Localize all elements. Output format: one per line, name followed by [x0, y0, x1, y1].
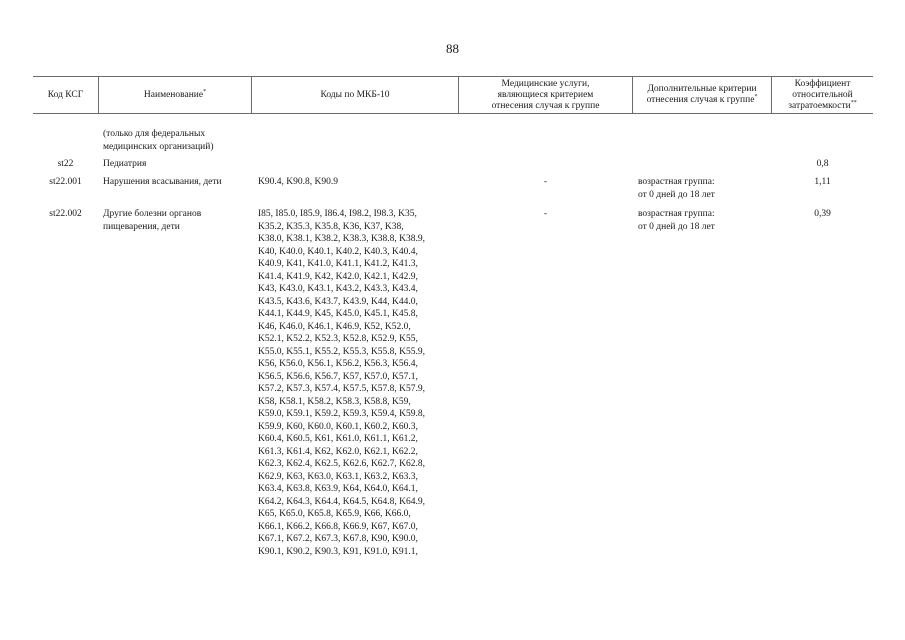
row-criteria: возрастная группа: от 0 дней до 18 лет	[638, 209, 715, 232]
header-name-label: Наименование	[143, 89, 204, 100]
row-criteria: возрастная группа: от 0 дней до 18 лет	[638, 177, 715, 200]
row-name: Другие болезни органов пищеварения, дети	[103, 209, 202, 232]
row-services: -	[543, 209, 548, 219]
header-criteria-footnote-mark: *	[754, 93, 758, 100]
header-code	[33, 77, 98, 113]
table-header-bottom-rule	[33, 113, 873, 114]
row-code: st22	[57, 159, 74, 169]
row-coef: 0,8	[816, 159, 829, 169]
row-name: Педиатрия	[103, 159, 147, 169]
row-services: -	[543, 177, 548, 187]
row-code: st22.002	[49, 209, 82, 219]
continuation-note: (только для федеральных медицинских организаций)	[103, 129, 214, 152]
header-criteria	[633, 77, 771, 113]
row-icd-codes: I85, I85.0, I85.9, I86.4, I98.2, I98.3, K35, K35.2, K35.3, K35.8, K36, K37, K38, K38.0, K38.1, K38.2, K38.3, K38.8, K38.9, K40, K40.0, K40.1, K40.2, K40.3, K40.4, K40.9, K41, K41.0, K41.1, K41.2, K41.3, K41.4, K41.9, K42, K42.0, K42.1, K42.9, K43, K43.0, K43.1, K43.2, K43.3, K43.4, K43.5, K43.6, K43.7, K43.9, K44, K44.0, K44.1, K44.9, K45, K45.0, K45.1, K45.8, K46, K46.0, K46.1, K46.9, K52, K52.0, K52.1, K52.2, K52.3, K52.8, K52.9, K55, K55.0, K55.1, K55.2, K55.3, K55.8, K55.9, K56, K56.0, K56.1, K56.2, K56.3, K56.4, K56.5, K56.6, K56.7, K57, K57.0, K57.1, K57.2, K57.3, K57.4, K57.5, K57.8, K57.9, K58, K58.1, K58.2, K58.3, K58.8, K59, K59.0, K59.1, K59.2, K59.3, K59.4, K59.8, K59.9, K60, K60.0, K60.1, K60.2, K60.3, K60.4, K60.5, K61, K61.0, K61.1, K61.2, K61.3, K61.4, K62, K62.0, K62.1, K62.2, K62.3, K62.4, K62.5, K62.6, K62.7, K62.8, K62.9, K63, K63.0, K63.1, K63.2, K63.3, K63.4, K63.8, K63.9, K64, K64.0, K64.1, K64.2, K64.3, K64.4, K64.5, K64.8, K64.9, K65, K65.0, K65.8, K65.9, K66, K66.0, K66.1, K66.2, K66.8, K66.9, K67, K67.0, K67.1, K67.2, K67.3, K67.8, K90, K90.0, K90.1, K90.2, K90.3, K91, K91.0, K91.1,	[258, 209, 426, 557]
page-number: 88	[446, 41, 459, 56]
header-criteria-label: Дополнительные критерии отнесения случая к группе	[646, 84, 757, 105]
header-icd	[252, 77, 458, 113]
row-coef: 1,11	[814, 177, 831, 187]
header-coef-footnote-mark: **	[850, 99, 857, 106]
header-name	[99, 77, 251, 113]
header-coef	[772, 77, 873, 113]
row-code: st22.001	[49, 177, 82, 187]
row-icd-codes: K90.4, K90.8, K90.9	[258, 177, 338, 187]
header-code-label: Код КСГ	[47, 89, 84, 100]
header-services-label: Медицинские услуги, являющиеся критерием отнесения случая к группе	[491, 78, 600, 111]
row-coef: 0,39	[814, 209, 831, 219]
header-coef-label: Коэффициент относительной затратоемкости	[788, 78, 853, 111]
header-services	[459, 77, 632, 113]
header-name-footnote-mark: *	[203, 88, 207, 95]
header-icd-label: Коды по МКБ-10	[320, 89, 390, 100]
row-name: Нарушения всасывания, дети	[103, 177, 222, 187]
